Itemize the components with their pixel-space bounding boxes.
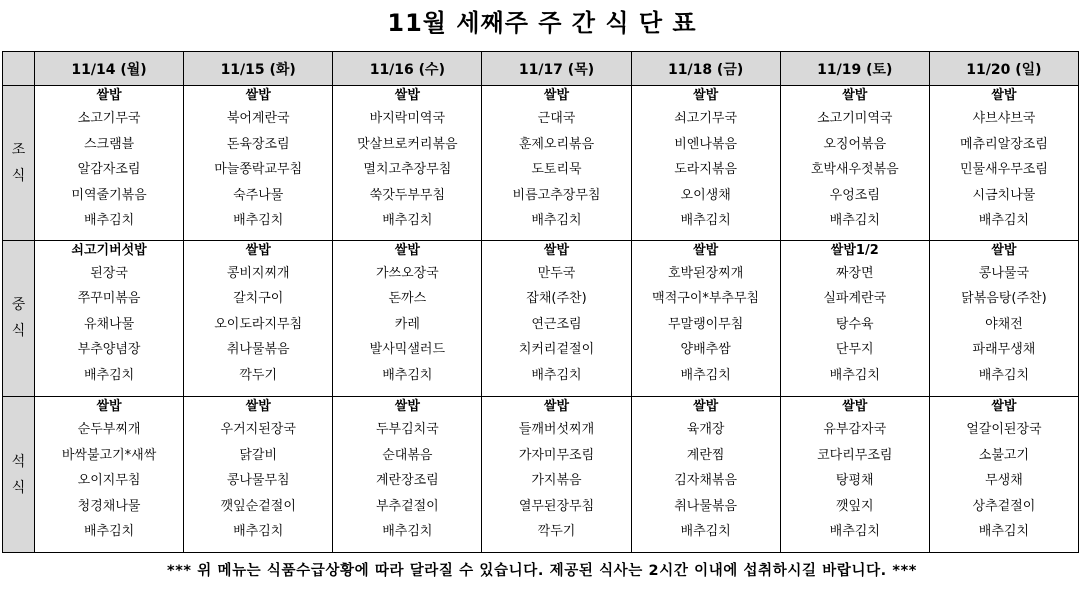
menu-item: 오이지무침 [77,473,141,489]
meal-label-char: 식 [11,479,26,496]
menu-item: 우거지된장국 [220,422,296,438]
menu-item: 취나물볶음 [674,498,738,514]
menu-item: 두부김치국 [375,422,439,438]
menu-item: 훈제오리볶음 [518,136,595,152]
meal-label [3,397,35,553]
menu-item: 파래무생채 [972,342,1036,358]
menu-item: 배추김치 [680,524,731,540]
menu-item: 짜장면 [835,265,874,281]
menu-item: 단무지 [835,342,874,358]
menu-item: 쌀밥 [991,88,1017,103]
menu-item: 깻잎순겉절이 [220,498,296,514]
meal-label-char: 중 [11,297,26,314]
meal-row [3,86,1079,241]
menu-cell [631,86,780,241]
footer-notice: *** 위 메뉴는 식품수급상황에 따라 달라질 수 있습니다. 제공된 식사는 2시간 이내에 섭취하시길 바랍니다. *** [167,563,917,579]
menu-item: 배추김치 [829,213,880,228]
day-header: 11/14 (월) [35,52,184,86]
menu-item: 배추김치 [382,524,433,540]
menu-item: 콩나물국 [978,265,1030,281]
menu-item: 마늘쫑락교무침 [214,162,303,177]
menu-item: 유채나물 [83,316,135,332]
day-header: 11/20 (일) [929,52,1078,86]
menu-item: 연근조림 [531,316,582,332]
menu-item: 만두국 [537,265,576,281]
menu-item: 얼갈이된장국 [966,422,1042,438]
menu-item: 쌀밥 [394,242,420,258]
menu-item: 호박된장찌개 [667,265,744,281]
menu-item: 소고기무국 [77,111,141,126]
menu-item: 배추김치 [233,524,284,540]
menu-cell [184,240,333,397]
menu-item: 스크램블 [83,136,135,152]
menu-item: 실파계란국 [823,291,887,307]
menu-cell [482,240,631,397]
menu-item: 메츄리알장조림 [959,136,1048,152]
menu-item: 비름고추장무침 [512,187,601,203]
menu-item: 쌀밥 [842,399,868,415]
menu-item: 닭갈비 [239,447,278,463]
meal-label [3,240,35,397]
menu-item: 배추김치 [83,524,135,540]
menu-item: 배추김치 [233,213,284,228]
menu-item: 배추김치 [382,213,433,228]
menu-cell [333,86,482,241]
menu-item: 깻잎지 [835,498,874,514]
menu-item: 시금치나물 [972,187,1036,203]
menu-cell [780,397,929,553]
menu-item: 무생채 [985,473,1023,489]
menu-item: 미역줄기볶음 [71,187,147,203]
meal-label-char: 조 [11,141,26,158]
menu-item: 배추김치 [382,367,433,383]
menu-item: 야채전 [985,316,1023,332]
menu-item: 도토리묵 [531,162,582,177]
menu-item: 열무된장무침 [518,498,595,514]
menu-cell [780,240,929,397]
menu-item: 쌀밥 [991,242,1017,258]
day-header: 11/17 (목) [482,52,631,86]
menu-cell [482,397,631,553]
menu-item: 부추겉절이 [375,498,439,514]
menu-item: 쑥갓두부무침 [369,187,446,203]
menu-item: 쌀밥 [991,399,1017,415]
day-header: 11/18 (금) [631,52,780,86]
menu-cell [184,397,333,553]
menu-item: 배추김치 [680,367,731,383]
menu-item: 순두부찌개 [77,422,141,438]
menu-item: 쌀밥 [543,88,570,103]
menu-item: 멸치고추장무침 [363,162,452,177]
menu-item: 근대국 [537,111,576,126]
menu-item: 콩나물무침 [226,473,290,489]
menu-cell [35,86,184,241]
menu-item: 탕평채 [835,473,874,489]
menu-item: 배추김치 [531,367,582,383]
menu-item: 오이생채 [680,187,731,203]
day-header: 11/15 (화) [184,52,333,86]
menu-item: 호박새우젓볶음 [810,162,899,177]
menu-item: 갈치구이 [233,291,284,307]
menu-item: 가자미무조림 [518,447,595,463]
menu-item: 돈육장조림 [226,136,290,152]
menu-item: 쌀밥 [693,242,719,258]
menu-item: 들깨버섯찌개 [518,422,595,438]
menu-item: 계란찜 [686,447,725,463]
menu-cell [780,86,929,241]
menu-cell [35,240,184,397]
menu-item: 쌀밥 [693,88,719,103]
menu-item: 부추양념장 [77,342,141,358]
menu-item: 맥적구이*부추무침 [652,291,760,307]
meal-label [3,86,35,241]
menu-item: 배추김치 [978,524,1030,540]
menu-item: 배추김치 [680,213,731,228]
menu-cell [929,86,1078,241]
menu-item: 닭볶음탕(주찬) [961,291,1047,307]
menu-item: 육개장 [686,422,725,438]
menu-item: 배추김치 [829,367,880,383]
menu-cell [35,397,184,553]
menu-item: 코다리무조림 [817,447,893,463]
weekly-menu-table [2,51,1079,553]
menu-item: 콩비지찌개 [226,265,290,281]
menu-item: 쇠고기버섯밥 [71,242,147,258]
menu-cell [631,240,780,397]
menu-item: 계란장조림 [375,473,439,489]
menu-item: 쌀밥 [245,242,271,258]
menu-item: 쌀밥 [245,88,271,103]
menu-cell [929,397,1078,553]
menu-item: 된장국 [90,265,128,281]
menu-item: 발사믹샐러드 [369,342,446,358]
menu-item: 소불고기 [978,447,1030,463]
page-title: 11월 세째주 주 간 식 단 표 [387,9,697,37]
menu-item: 배추김치 [978,367,1030,383]
menu-item: 청경채나물 [77,498,141,514]
corner-cell [3,52,35,86]
menu-item: 우엉조림 [829,187,880,203]
menu-cell [482,86,631,241]
menu-item: 가지볶음 [531,473,582,489]
day-header: 11/19 (토) [780,52,929,86]
menu-item: 쌀밥 [693,399,719,415]
menu-cell [333,240,482,397]
menu-item: 배추김치 [531,213,582,228]
menu-item: 가쓰오장국 [375,265,439,281]
menu-item: 쌀밥 [543,399,570,415]
meal-label-char: 식 [11,167,26,184]
menu-item: 북어계란국 [226,111,290,126]
menu-item: 민물새우무조림 [959,162,1048,177]
menu-item: 배추김치 [83,367,135,383]
menu-item: 알감자조림 [77,162,141,177]
menu-item: 취나물볶음 [226,342,290,358]
menu-item: 맛살브로커리볶음 [357,136,458,152]
menu-cell [929,240,1078,397]
menu-item: 쌀밥 [543,242,570,258]
menu-item: 숙주나물 [233,187,284,203]
menu-item: 잡채(주찬) [526,291,587,307]
menu-cell [631,397,780,553]
meal-row [3,240,1079,397]
menu-item: 바지락미역국 [369,111,446,126]
menu-item: 오징어볶음 [823,136,887,152]
menu-item: 배추김치 [978,213,1030,228]
menu-item: 쌀밥 [394,88,420,103]
menu-item: 양배추쌈 [680,342,731,358]
menu-item: 무말랭이무침 [667,316,744,332]
menu-body [3,86,1079,553]
menu-item: 쌀밥 [394,399,420,415]
meal-label-char: 식 [11,323,26,340]
menu-item: 바싹불고기*새싹 [61,447,157,463]
menu-item: 돈까스 [388,291,427,307]
menu-item: 소고기미역국 [817,111,893,126]
menu-item: 쌀밥 [842,88,868,103]
menu-item: 쇠고기무국 [674,111,738,126]
menu-item: 쌀밥 [96,88,122,103]
menu-cell [333,397,482,553]
menu-item: 배추김치 [83,213,135,228]
menu-item: 도라지볶음 [674,162,738,177]
menu-item: 쌀밥 [245,399,271,415]
meal-label-char: 석 [11,453,26,470]
menu-item: 김자채볶음 [674,473,738,489]
menu-item: 샤브샤브국 [972,111,1036,126]
menu-item: 상추겉절이 [972,498,1036,514]
menu-item: 순대볶음 [382,447,433,463]
menu-item: 유부감자국 [823,422,887,438]
menu-item: 깍두기 [537,524,576,540]
meal-row [3,397,1079,553]
header-row [3,52,1079,86]
menu-item: 치커리겉절이 [518,342,595,358]
menu-item: 깍두기 [239,367,278,383]
menu-item: 배추김치 [829,524,880,540]
menu-item: 카레 [394,316,420,332]
menu-item: 비엔나볶음 [674,136,738,152]
menu-item: 탕수육 [835,316,874,332]
menu-item: 쌀밥 [96,399,122,415]
menu-item: 쭈꾸미볶음 [77,291,141,307]
menu-cell [184,86,333,241]
day-header: 11/16 (수) [333,52,482,86]
menu-item: 쌀밥1/2 [830,242,879,258]
menu-item: 오이도라지무침 [214,316,303,332]
